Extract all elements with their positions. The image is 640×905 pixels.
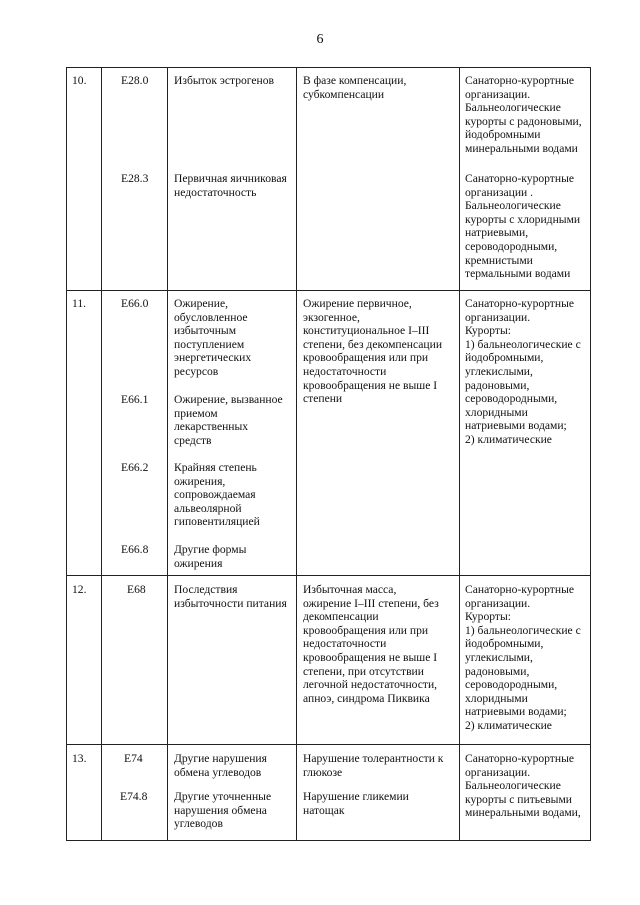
diagnosis-code: E74 bbox=[124, 752, 143, 765]
row-number: 11. bbox=[72, 297, 87, 310]
resort-text: Санаторно-курортные организации. Бальнеологические курорты с радоновыми, йодобромными минеральными водами bbox=[465, 74, 582, 155]
diagnosis-code: E28.0 bbox=[121, 74, 149, 87]
row-border bbox=[66, 744, 591, 745]
resort-text: Санаторно-курортные организации. Бальнеологические курорты с питьевыми минеральными водами, bbox=[465, 752, 581, 820]
diagnosis-name: Ожирение, вызванное приемом лекарственных средств bbox=[174, 393, 283, 447]
column-border bbox=[101, 67, 102, 841]
diagnosis-name: Первичная яичниковая недостаточность bbox=[174, 172, 287, 199]
column-border bbox=[66, 67, 67, 841]
diagnosis-code: E74.8 bbox=[120, 790, 148, 803]
row-border bbox=[66, 575, 591, 576]
diagnosis-name: Избыток эстрогенов bbox=[174, 74, 275, 87]
diagnosis-name: Крайняя степень ожирения, сопровождаемая альвеолярной гиповентиляцией bbox=[174, 461, 260, 529]
diagnosis-code: E68 bbox=[127, 583, 146, 596]
resort-text: Санаторно-курортные организации. Курорты: 1) бальнеологические с йодобромными, углекислыми, радоновыми, сероводородными, хлоридными натриевыми водами; 2) климатические bbox=[465, 297, 581, 446]
diagnosis-code: E66.1 bbox=[121, 393, 149, 406]
column-border bbox=[296, 67, 297, 841]
condition-text: В фазе компенсации, субкомпенсации bbox=[303, 74, 407, 101]
row-border bbox=[66, 290, 591, 291]
diagnosis-name: Другие уточненные нарушения обмена углеводов bbox=[174, 790, 272, 831]
column-border bbox=[590, 67, 591, 841]
row-number: 10. bbox=[72, 74, 87, 87]
row-border bbox=[66, 840, 591, 841]
condition-text: Нарушение гликемии натощак bbox=[303, 790, 409, 817]
condition-text: Нарушение толерантности к глюкозе bbox=[303, 752, 444, 779]
condition-text: Ожирение первичное, экзогенное, конституциональное I–III степени, без декомпенсации кровообращения или при недостаточности кровообращения не выше I степени bbox=[303, 297, 443, 406]
diagnosis-name: Другие нарушения обмена углеводов bbox=[174, 752, 267, 779]
row-number: 13. bbox=[72, 752, 87, 765]
resort-text: Санаторно-курортные организации . Бальнеологические курорты с хлоридными натриевыми, сероводородными, кремнистыми термальными водами bbox=[465, 172, 581, 281]
diagnosis-name: Ожирение, обусловленное избыточным поступлением энергетических ресурсов bbox=[174, 297, 252, 378]
diagnosis-code: E28.3 bbox=[121, 172, 149, 185]
resort-text: Санаторно-курортные организации. Курорты: 1) бальнеологические с йодобромными, углекислыми, радоновыми, сероводородными, хлоридными натриевыми водами; 2) климатические bbox=[465, 583, 581, 732]
condition-text: Избыточная масса, ожирение I–III степени, без декомпенсации кровообращения или при недостаточности кровообращения не выше I степени, при отсутствии легочной недостаточности, апноэ, синдрома Пиквика bbox=[303, 583, 439, 705]
row-number: 12. bbox=[72, 583, 87, 596]
diagnosis-code: E66.8 bbox=[121, 543, 149, 556]
diagnosis-name: Последствия избыточности питания bbox=[174, 583, 287, 610]
column-border bbox=[167, 67, 168, 841]
page-number: 6 bbox=[316, 32, 324, 47]
row-border bbox=[66, 67, 591, 68]
diagnosis-code: E66.2 bbox=[121, 461, 149, 474]
diagnosis-code: E66.0 bbox=[121, 297, 149, 310]
column-border bbox=[459, 67, 460, 841]
diagnosis-name: Другие формы ожирения bbox=[174, 543, 247, 570]
